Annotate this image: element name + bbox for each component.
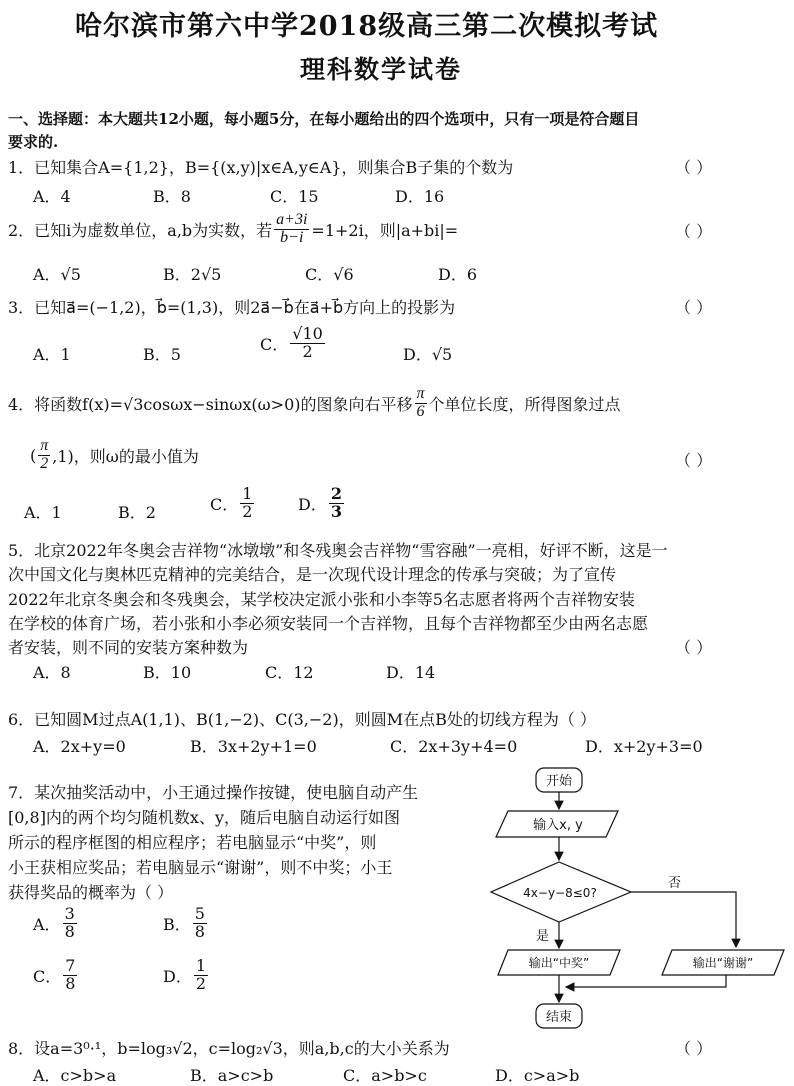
program-flowchart xyxy=(486,765,786,1035)
q5-line: 2022年北京冬奥会和冬残奥会，某学校决定派小张和小李等5名志愿者将两个吉祥物安装 xyxy=(8,590,635,609)
q4-pi-over-6 xyxy=(415,386,427,421)
q4-six: 6 xyxy=(416,402,425,420)
question-4-stem xyxy=(8,386,621,421)
q2-option-b: B．2√5 xyxy=(163,265,222,284)
q5-option-c: C．12 xyxy=(265,663,314,682)
q7-d-den: 2 xyxy=(195,973,207,993)
q2-frac-num: a+3i xyxy=(276,211,308,228)
q4-c-den: 2 xyxy=(242,501,253,521)
q7-line: [0,8]内的两个均匀随机数x、y，随后电脑自动运行如图 xyxy=(8,808,400,827)
q7-d-fraction xyxy=(194,958,208,993)
q7-option-b xyxy=(163,906,209,941)
flow-input-label: 输入x, y xyxy=(533,818,583,833)
flow-start-label: 开始 xyxy=(545,774,573,789)
q5-line: 在学校的体育广场，若小张和小李必须安装同一个吉祥物，且每个吉祥物都至少由两名志愿 xyxy=(8,614,649,633)
answer-blank: （ ） xyxy=(675,298,713,317)
q7-d-num: 1 xyxy=(195,956,207,975)
q7-a-num: 3 xyxy=(64,904,75,923)
page-subtitle: 理科数学试卷 xyxy=(300,55,463,84)
question-2-stem xyxy=(8,212,458,247)
flow-arrow xyxy=(566,975,726,987)
q2-option-c: C．√6 xyxy=(305,265,354,284)
page-title: 哈尔滨市第六中学2018级高三第二次模拟考试 xyxy=(75,11,659,42)
q3-option-c-label: C． xyxy=(260,334,289,354)
q3-option-c-fraction xyxy=(290,326,325,361)
q6-option-c: C．2x+3y+4=0 xyxy=(390,737,518,756)
flow-no-label: 否 xyxy=(668,876,682,891)
q7-option-c xyxy=(33,958,79,993)
q7-b-num: 5 xyxy=(194,904,205,923)
q8-option-d: D．c>a>b xyxy=(495,1066,580,1085)
section-heading-line1: 一、选择题：本大题共12小题，每小题5分，在每小题给出的四个选项中，只有一项是符合题目 xyxy=(8,110,640,128)
q4-point-den: 2 xyxy=(40,454,49,472)
q1-option-c: C．15 xyxy=(270,187,319,206)
q2-suffix: =1+2i，则|a+bi|= xyxy=(311,220,459,240)
q7-d-label: D． xyxy=(163,966,192,986)
q7-c-label: C． xyxy=(33,966,62,986)
q1-option-d: D．16 xyxy=(395,187,445,206)
answer-blank: （ ） xyxy=(675,158,713,177)
q5-line: 5．北京2022年冬奥会吉祥物“冰墩墩”和冬残奥会吉祥物“雪容融”一亮相，好评不断，这是一 xyxy=(8,541,668,560)
q3-option-c xyxy=(260,326,327,361)
q4-c-label: C． xyxy=(210,494,239,514)
q7-b-fraction xyxy=(193,906,207,941)
q4-d-label: D． xyxy=(298,494,327,514)
q4-option-c xyxy=(210,486,256,521)
q7-option-a xyxy=(33,906,79,941)
q5-line: 次中国文化与奥林匹克精神的完美结合，是一次现代设计理念的传承与突破；为了宣传 xyxy=(8,565,617,584)
q3-option-d: D．√5 xyxy=(403,345,453,364)
answer-blank: （ ） xyxy=(675,451,713,470)
q4-text-a: 4．将函数f(x)=√3cosωx−sinωx(ω>0)的图象向右平移 xyxy=(8,394,413,414)
question-3-stem: 3．已知a⃗=(−1,2)，b⃗=(1,3)，则2a⃗−b⃗在a⃗+b⃗方向上的投影为 xyxy=(8,298,456,317)
q8-option-c: C．a>b>c xyxy=(343,1066,427,1085)
q2-fraction xyxy=(274,212,309,247)
q7-b-den: 8 xyxy=(194,921,205,941)
q2-option-d: D．6 xyxy=(438,265,478,284)
question-1-stem: 1．已知集合A={1,2}，B={(x,y)|x∈A,y∈A}，则集合B子集的个数为 xyxy=(8,158,514,177)
q1-option-a: A．4 xyxy=(33,187,71,206)
q4-c-num: 1 xyxy=(242,484,253,503)
q6-option-d: D．x+2y+3=0 xyxy=(585,737,703,756)
q2-frac-den: b−i xyxy=(280,228,304,246)
q7-c-num: 7 xyxy=(65,956,76,975)
q7-b-label: B． xyxy=(163,914,191,934)
q4-point-open: ( xyxy=(30,445,37,465)
flow-yes-label: 是 xyxy=(536,929,550,944)
q4-d-fraction xyxy=(329,486,344,521)
q7-c-fraction xyxy=(63,958,77,993)
q1-option-b: B．8 xyxy=(153,187,191,206)
q7-a-den: 8 xyxy=(64,921,75,941)
q2-prefix: 2．已知i为虚数单位，a,b为实数，若 xyxy=(8,220,273,240)
q3-c-den: 2 xyxy=(302,341,313,361)
q7-c-den: 8 xyxy=(65,973,76,993)
q4-d-den: 3 xyxy=(330,501,342,521)
question-8-stem: 8．设a=3⁰·¹，b=log₃√2，c=log₂√3，则a,b,c的大小关系为 xyxy=(8,1039,450,1058)
answer-blank: （ ） xyxy=(675,222,713,241)
q3-option-b: B．5 xyxy=(143,345,181,364)
q4-pi: π xyxy=(416,385,425,402)
q7-line: 7．某次抽奖活动中，小王通过操作按键，使电脑自动产生 xyxy=(8,783,419,802)
q5-line: 者安装，则不同的安装方案种数为 xyxy=(8,638,249,657)
flow-arrow xyxy=(631,892,736,947)
question-4-point xyxy=(30,438,199,473)
q7-line: 小王获相应奖品；若电脑显示“谢谢”，则不中奖；小王 xyxy=(8,858,393,877)
q7-option-d xyxy=(163,958,210,993)
q3-c-num: √10 xyxy=(292,324,323,343)
q5-option-d: D．14 xyxy=(386,663,436,682)
q2-option-a: A．√5 xyxy=(33,265,81,284)
q4-option-b: B．2 xyxy=(118,503,156,522)
q5-option-b: B．10 xyxy=(143,663,192,682)
q4-option-d xyxy=(298,486,346,521)
q4-c-fraction xyxy=(240,486,254,521)
answer-blank: （ ） xyxy=(675,1039,713,1058)
q6-option-b: B．3x+2y+1=0 xyxy=(190,737,317,756)
q4-text-b: 个单位长度，所得图象过点 xyxy=(428,394,621,414)
q4-option-a: A．1 xyxy=(24,503,62,522)
q4-point-rest: ,1)，则ω的最小值为 xyxy=(52,446,199,466)
q6-option-a: A．2x+y=0 xyxy=(33,737,126,756)
flow-win-label: 输出“中奖” xyxy=(528,956,590,970)
flow-end-label: 结束 xyxy=(545,1010,573,1025)
q7-line: 获得奖品的概率为（ ） xyxy=(8,883,174,902)
answer-blank: （ ） xyxy=(675,638,713,657)
section-heading-line2: 要求的. xyxy=(8,133,59,151)
q4-d-num: 2 xyxy=(330,484,342,503)
q8-option-b: B．a>c>b xyxy=(190,1066,274,1085)
q8-option-a: A．c>b>a xyxy=(33,1066,117,1085)
q7-line: 所示的程序框图的相应程序；若电脑显示“中奖”，则 xyxy=(8,833,377,852)
question-6-stem: 6．已知圆M过点A(1,1)、B(1,−2)、C(3,−2)，则圆M在点B处的切线方程为（ ） xyxy=(8,710,596,729)
q5-option-a: A．8 xyxy=(33,663,71,682)
q7-a-label: A． xyxy=(33,914,61,934)
q3-option-a: A．1 xyxy=(33,345,71,364)
flow-thanks-label: 输出“谢谢” xyxy=(692,956,754,970)
q4-point-fraction xyxy=(38,438,50,473)
flow-condition-label: 4x−y−8≤0? xyxy=(523,886,597,900)
q4-point-num: π xyxy=(40,437,49,454)
q7-a-fraction xyxy=(63,906,77,941)
